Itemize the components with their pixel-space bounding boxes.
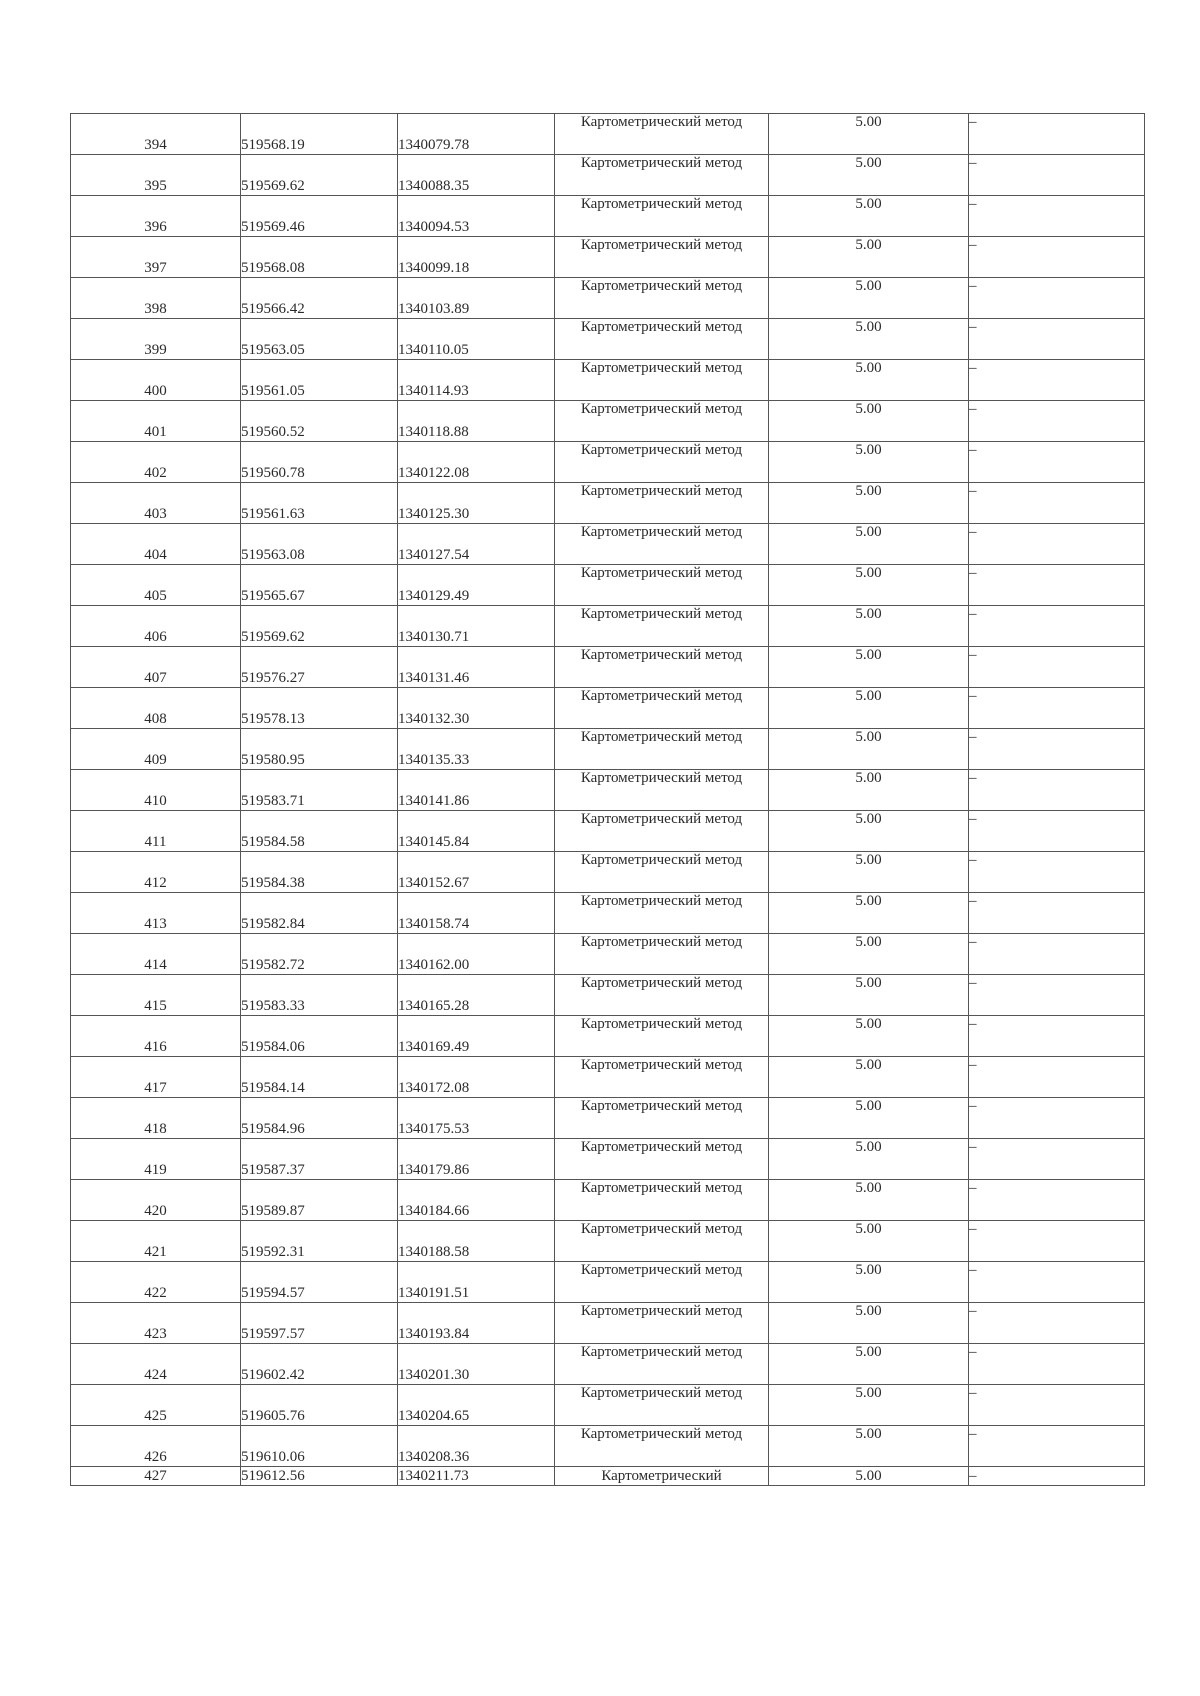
accuracy-cell: 5.00 [769,975,969,1016]
accuracy-cell: 5.00 [769,770,969,811]
table-row [71,606,1145,647]
coordinates-table-body [71,114,1145,1486]
accuracy-cell: 5.00 [769,1385,969,1426]
method-cell: Картометрический метод [555,1221,769,1262]
note-cell: – [969,1426,1145,1467]
x-coordinate-cell: 519565.67 [241,565,398,606]
accuracy-cell: 5.00 [769,319,969,360]
note-cell: – [969,1385,1145,1426]
y-coordinate-cell: 1340132.30 [398,688,555,729]
table-row [71,729,1145,770]
point-number-cell: 425 [71,1385,241,1426]
table-row [71,114,1145,155]
accuracy-cell: 5.00 [769,893,969,934]
y-coordinate-cell: 1340125.30 [398,483,555,524]
note-cell: – [969,811,1145,852]
note-cell: – [969,360,1145,401]
point-number-cell: 402 [71,442,241,483]
table-row [71,1180,1145,1221]
y-coordinate-cell: 1340193.84 [398,1303,555,1344]
y-coordinate-cell: 1340208.36 [398,1426,555,1467]
note-cell: – [969,934,1145,975]
x-coordinate-cell: 519582.72 [241,934,398,975]
accuracy-cell: 5.00 [769,278,969,319]
method-cell: Картометрический метод [555,1180,769,1221]
y-coordinate-cell: 1340094.53 [398,196,555,237]
method-cell: Картометрический метод [555,360,769,401]
method-cell: Картометрический метод [555,401,769,442]
y-coordinate-cell: 1340191.51 [398,1262,555,1303]
method-cell: Картометрический метод [555,1016,769,1057]
table-row [71,893,1145,934]
point-number-cell: 401 [71,401,241,442]
point-number-cell: 417 [71,1057,241,1098]
y-coordinate-cell: 1340088.35 [398,155,555,196]
point-number-cell: 411 [71,811,241,852]
note-cell: – [969,975,1145,1016]
table-row [71,237,1145,278]
method-cell: Картометрический метод [555,524,769,565]
y-coordinate-cell: 1340131.46 [398,647,555,688]
accuracy-cell: 5.00 [769,729,969,770]
table-row [71,770,1145,811]
point-number-cell: 423 [71,1303,241,1344]
x-coordinate-cell: 519589.87 [241,1180,398,1221]
method-cell: Картометрический метод [555,852,769,893]
x-coordinate-cell: 519580.95 [241,729,398,770]
accuracy-cell: 5.00 [769,237,969,278]
note-cell: – [969,278,1145,319]
point-number-cell: 416 [71,1016,241,1057]
document-page [70,113,1144,1486]
table-row [71,1344,1145,1385]
x-coordinate-cell: 519568.19 [241,114,398,155]
accuracy-cell: 5.00 [769,1262,969,1303]
accuracy-cell: 5.00 [769,483,969,524]
accuracy-cell: 5.00 [769,852,969,893]
note-cell: – [969,1467,1145,1486]
y-coordinate-cell: 1340172.08 [398,1057,555,1098]
y-coordinate-cell: 1340169.49 [398,1016,555,1057]
x-coordinate-cell: 519578.13 [241,688,398,729]
point-number-cell: 414 [71,934,241,975]
point-number-cell: 397 [71,237,241,278]
x-coordinate-cell: 519597.57 [241,1303,398,1344]
note-cell: – [969,1016,1145,1057]
point-number-cell: 422 [71,1262,241,1303]
accuracy-cell: 5.00 [769,1303,969,1344]
y-coordinate-cell: 1340099.18 [398,237,555,278]
point-number-cell: 396 [71,196,241,237]
accuracy-cell: 5.00 [769,688,969,729]
y-coordinate-cell: 1340201.30 [398,1344,555,1385]
point-number-cell: 400 [71,360,241,401]
note-cell: – [969,688,1145,729]
point-number-cell: 394 [71,114,241,155]
y-coordinate-cell: 1340114.93 [398,360,555,401]
table-row [71,1262,1145,1303]
method-cell: Картометрический метод [555,1303,769,1344]
note-cell: – [969,114,1145,155]
table-row [71,975,1145,1016]
x-coordinate-cell: 519602.42 [241,1344,398,1385]
table-row [71,688,1145,729]
note-cell: – [969,1262,1145,1303]
note-cell: – [969,442,1145,483]
note-cell: – [969,1344,1145,1385]
x-coordinate-cell: 519561.63 [241,483,398,524]
y-coordinate-cell: 1340130.71 [398,606,555,647]
y-coordinate-cell: 1340118.88 [398,401,555,442]
note-cell: – [969,319,1145,360]
table-row [71,934,1145,975]
accuracy-cell: 5.00 [769,1098,969,1139]
x-coordinate-cell: 519566.42 [241,278,398,319]
table-row [71,1139,1145,1180]
method-cell: Картометрический метод [555,893,769,934]
y-coordinate-cell: 1340184.66 [398,1180,555,1221]
note-cell: – [969,606,1145,647]
note-cell: – [969,770,1145,811]
x-coordinate-cell: 519560.78 [241,442,398,483]
accuracy-cell: 5.00 [769,155,969,196]
method-cell: Картометрический метод [555,319,769,360]
note-cell: – [969,1139,1145,1180]
y-coordinate-cell: 1340122.08 [398,442,555,483]
x-coordinate-cell: 519568.08 [241,237,398,278]
point-number-cell: 404 [71,524,241,565]
y-coordinate-cell: 1340179.86 [398,1139,555,1180]
accuracy-cell: 5.00 [769,401,969,442]
table-row [71,1221,1145,1262]
method-cell: Картометрический метод [555,975,769,1016]
method-cell: Картометрический метод [555,647,769,688]
accuracy-cell: 5.00 [769,1221,969,1262]
accuracy-cell: 5.00 [769,811,969,852]
point-number-cell: 405 [71,565,241,606]
y-coordinate-cell: 1340204.65 [398,1385,555,1426]
method-cell: Картометрический метод [555,770,769,811]
point-number-cell: 418 [71,1098,241,1139]
x-coordinate-cell: 519569.46 [241,196,398,237]
point-number-cell: 395 [71,155,241,196]
y-coordinate-cell: 1340127.54 [398,524,555,565]
table-row [71,442,1145,483]
point-number-cell: 412 [71,852,241,893]
y-coordinate-cell: 1340103.89 [398,278,555,319]
table-row [71,565,1145,606]
accuracy-cell: 5.00 [769,360,969,401]
point-number-cell: 419 [71,1139,241,1180]
method-cell: Картометрический метод [555,1344,769,1385]
table-row [71,1098,1145,1139]
x-coordinate-cell: 519561.05 [241,360,398,401]
accuracy-cell: 5.00 [769,442,969,483]
x-coordinate-cell: 519569.62 [241,155,398,196]
x-coordinate-cell: 519569.62 [241,606,398,647]
y-coordinate-cell: 1340188.58 [398,1221,555,1262]
y-coordinate-cell: 1340079.78 [398,114,555,155]
x-coordinate-cell: 519563.08 [241,524,398,565]
coordinates-table [70,113,1145,1486]
table-row [71,155,1145,196]
y-coordinate-cell: 1340129.49 [398,565,555,606]
y-coordinate-cell: 1340145.84 [398,811,555,852]
note-cell: – [969,1221,1145,1262]
method-cell: Картометрический [555,1467,769,1486]
table-row [71,647,1145,688]
note-cell: – [969,647,1145,688]
point-number-cell: 424 [71,1344,241,1385]
point-number-cell: 409 [71,729,241,770]
y-coordinate-cell: 1340110.05 [398,319,555,360]
accuracy-cell: 5.00 [769,1467,969,1486]
x-coordinate-cell: 519583.71 [241,770,398,811]
accuracy-cell: 5.00 [769,1016,969,1057]
table-row [71,1016,1145,1057]
table-row [71,852,1145,893]
point-number-cell: 407 [71,647,241,688]
accuracy-cell: 5.00 [769,606,969,647]
accuracy-cell: 5.00 [769,1139,969,1180]
accuracy-cell: 5.00 [769,647,969,688]
note-cell: – [969,483,1145,524]
method-cell: Картометрический метод [555,565,769,606]
table-row [71,1426,1145,1467]
table-row [71,401,1145,442]
x-coordinate-cell: 519587.37 [241,1139,398,1180]
x-coordinate-cell: 519583.33 [241,975,398,1016]
table-row [71,1057,1145,1098]
method-cell: Картометрический метод [555,811,769,852]
note-cell: – [969,852,1145,893]
method-cell: Картометрический метод [555,1057,769,1098]
note-cell: – [969,1303,1145,1344]
accuracy-cell: 5.00 [769,524,969,565]
point-number-cell: 420 [71,1180,241,1221]
y-coordinate-cell: 1340152.67 [398,852,555,893]
point-number-cell: 403 [71,483,241,524]
y-coordinate-cell: 1340135.33 [398,729,555,770]
y-coordinate-cell: 1340158.74 [398,893,555,934]
accuracy-cell: 5.00 [769,1426,969,1467]
table-row [71,811,1145,852]
method-cell: Картометрический метод [555,1139,769,1180]
x-coordinate-cell: 519610.06 [241,1426,398,1467]
accuracy-cell: 5.00 [769,934,969,975]
method-cell: Картометрический метод [555,729,769,770]
x-coordinate-cell: 519560.52 [241,401,398,442]
note-cell: – [969,196,1145,237]
x-coordinate-cell: 519584.06 [241,1016,398,1057]
y-coordinate-cell: 1340162.00 [398,934,555,975]
point-number-cell: 406 [71,606,241,647]
x-coordinate-cell: 519605.76 [241,1385,398,1426]
x-coordinate-cell: 519584.14 [241,1057,398,1098]
accuracy-cell: 5.00 [769,1180,969,1221]
point-number-cell: 398 [71,278,241,319]
note-cell: – [969,237,1145,278]
x-coordinate-cell: 519584.58 [241,811,398,852]
x-coordinate-cell: 519576.27 [241,647,398,688]
y-coordinate-cell: 1340175.53 [398,1098,555,1139]
point-number-cell: 408 [71,688,241,729]
note-cell: – [969,729,1145,770]
method-cell: Картометрический метод [555,1262,769,1303]
method-cell: Картометрический метод [555,606,769,647]
accuracy-cell: 5.00 [769,1344,969,1385]
point-number-cell: 426 [71,1426,241,1467]
table-row [71,360,1145,401]
x-coordinate-cell: 519612.56 [241,1467,398,1486]
note-cell: – [969,565,1145,606]
point-number-cell: 427 [71,1467,241,1486]
x-coordinate-cell: 519584.96 [241,1098,398,1139]
y-coordinate-cell: 1340211.73 [398,1467,555,1486]
table-row [71,483,1145,524]
method-cell: Картометрический метод [555,1098,769,1139]
x-coordinate-cell: 519592.31 [241,1221,398,1262]
point-number-cell: 413 [71,893,241,934]
method-cell: Картометрический метод [555,442,769,483]
method-cell: Картометрический метод [555,688,769,729]
method-cell: Картометрический метод [555,1385,769,1426]
method-cell: Картометрический метод [555,114,769,155]
point-number-cell: 421 [71,1221,241,1262]
point-number-cell: 410 [71,770,241,811]
note-cell: – [969,524,1145,565]
point-number-cell: 415 [71,975,241,1016]
accuracy-cell: 5.00 [769,565,969,606]
table-row [71,1385,1145,1426]
note-cell: – [969,893,1145,934]
y-coordinate-cell: 1340141.86 [398,770,555,811]
method-cell: Картометрический метод [555,278,769,319]
table-row [71,278,1145,319]
y-coordinate-cell: 1340165.28 [398,975,555,1016]
accuracy-cell: 5.00 [769,114,969,155]
table-row [71,196,1145,237]
method-cell: Картометрический метод [555,196,769,237]
method-cell: Картометрический метод [555,1426,769,1467]
accuracy-cell: 5.00 [769,1057,969,1098]
x-coordinate-cell: 519582.84 [241,893,398,934]
accuracy-cell: 5.00 [769,196,969,237]
table-row [71,524,1145,565]
x-coordinate-cell: 519584.38 [241,852,398,893]
method-cell: Картометрический метод [555,155,769,196]
x-coordinate-cell: 519594.57 [241,1262,398,1303]
note-cell: – [969,1180,1145,1221]
method-cell: Картометрический метод [555,483,769,524]
point-number-cell: 399 [71,319,241,360]
method-cell: Картометрический метод [555,237,769,278]
note-cell: – [969,1057,1145,1098]
note-cell: – [969,1098,1145,1139]
table-row [71,319,1145,360]
note-cell: – [969,155,1145,196]
method-cell: Картометрический метод [555,934,769,975]
x-coordinate-cell: 519563.05 [241,319,398,360]
table-row [71,1303,1145,1344]
table-row [71,1467,1145,1486]
note-cell: – [969,401,1145,442]
